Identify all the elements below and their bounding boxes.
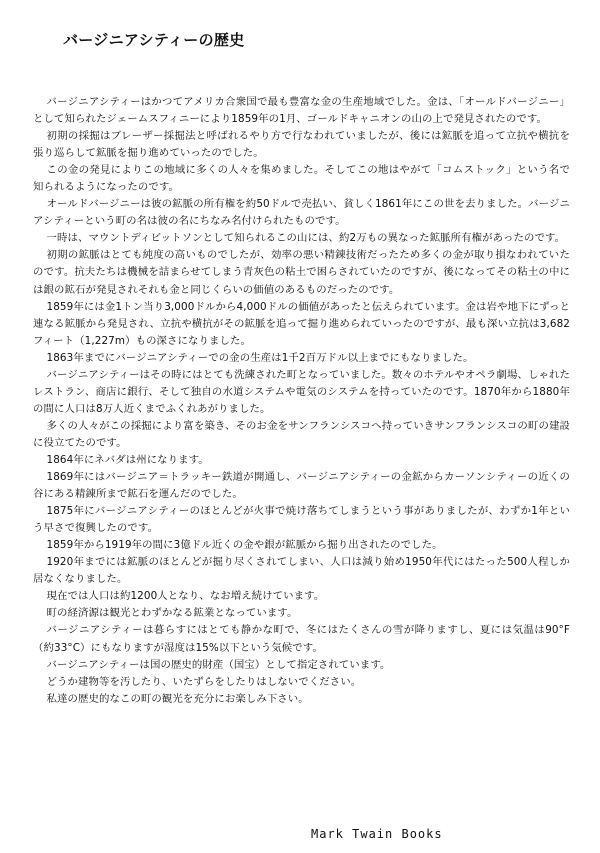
paragraph: 町の経済源は観光とわずかなる鉱業となっています。	[46, 607, 298, 620]
paragraph: 1864年にネバダは州になります。	[46, 453, 209, 466]
document-body	[33, 94, 570, 708]
paragraph: バージニアシティーはかつてアメリカ合衆国で最も豊富な金の生産地域でした。金は、「オールドバージニー」として知られたジェームスフィニーにより1859年の1月、ゴールドキャニオンの山の上で発見されたのです。	[33, 96, 570, 126]
paragraph: 初期の採掘はブレーザー採掘法と呼ばれるやり方で行なわれていましたが、後には鉱脈を追って立抗や横抗を張り巡らして鉱脈を掘り進めていったのでした。	[33, 130, 570, 160]
paragraph: 1869年にはバージニア＝トラッキー鉄道が開通し、バージニアシティーの金鉱からカーソンシティーの近くの谷にある精錬所まで鉱石を運んだのでした。	[33, 471, 570, 501]
paragraph: この金の発見によりこの地域に多くの人々を集めました。そしてこの地はやがて「コムストック」という名で知られるようになったのです。	[33, 164, 570, 194]
page-title: バージニアシティーの歴史	[63, 31, 245, 49]
paragraph: バージニアシティーは暮らすにはとても静かな町で、冬にはたくさんの雪が降りますし、夏には気温は90°F（約33°C）にもなりますが湿度は15%以下という気候です。	[33, 624, 570, 654]
paragraph: 初期の鉱脈はとても純度の高いものでしたが、効率の悪い精錬技術だったため多くの金が取り損なわれていたのです。抗夫たちは機械を詰まらせてしまう青灰色の粘土で困らされていたのですが、後になってその粘土の中には銀の鉱石が発見されそれも金と同じくらいの価値のあるものだったのです。	[33, 249, 570, 296]
paragraph: バージニアシティーはその時にはとても洗練された町となっていました。数々のホテルやオペラ劇場、しゃれたレストラン、商店に銀行、そして独自の水道システムや電気のシステムを持っていたのです。1870年から1880年の間に人口は8万人近くまでふくれあがりました。	[33, 368, 570, 415]
paragraph: 現在では人口は約1200人となり、なお増え続けています。	[46, 590, 325, 603]
paragraph: どうか建物等を汚したり、いたずらをしたりはしないでください。	[46, 675, 362, 688]
paragraph: 一時は、マウントディビットソンとして知られるこの山には、約2万もの異なった鉱脈所有権があったのです。	[46, 232, 566, 245]
paragraph: 私達の歴史的なこの町の観光を充分にお楽しみ下さい。	[46, 692, 309, 705]
paragraph: バージニアシティーは国の歴史的財産（国宝）として指定されています。	[46, 658, 391, 671]
paragraph: 1859年から1919年の間に3億ドル近くの金や銀が鉱脈から掘り出されたのでした。	[46, 539, 443, 552]
paragraph: 1859年には金1トン当り3,000ドルから4,000ドルの価値があったと伝えられています。金は岩や地下にずっと連なる鉱脈から発見され、立抗や横抗がその鉱脈を追って掘り進められていったのですが、最も深い立抗は3,682フィート（1,227m）もの深さになりました。	[33, 300, 570, 347]
paragraph: 1863年までにバージニアシティーでの金の生産は1千2百万ドル以上までにもなりました。	[46, 351, 474, 364]
paragraph: オールドバージニーは彼の鉱脈の所有権を約50ドルで売払い、貧しく1861年にこの世を去りました。バージニアシティーという町の名は彼の名にちなみ名付けられたものです。	[33, 198, 570, 228]
paragraph: 1920年までには鉱脈のほとんどが掘り尽くされてしまい、人口は減り始め1950年代にはたった500人程しか居なくなりました。	[33, 556, 570, 586]
paragraph: 多くの人々がこの採掘により富を築き、そのお金をサンフランシスコへ持っていきサンフランシスコの町の建設に役立てたのです。	[33, 419, 570, 449]
paragraph: 1875年にバージニアシティーのほとんどが火事で焼け落ちてしまうという事がありましたが、わずか1年という早さで復興したのです。	[33, 505, 570, 535]
signature: Mark Twain Books	[311, 827, 443, 841]
